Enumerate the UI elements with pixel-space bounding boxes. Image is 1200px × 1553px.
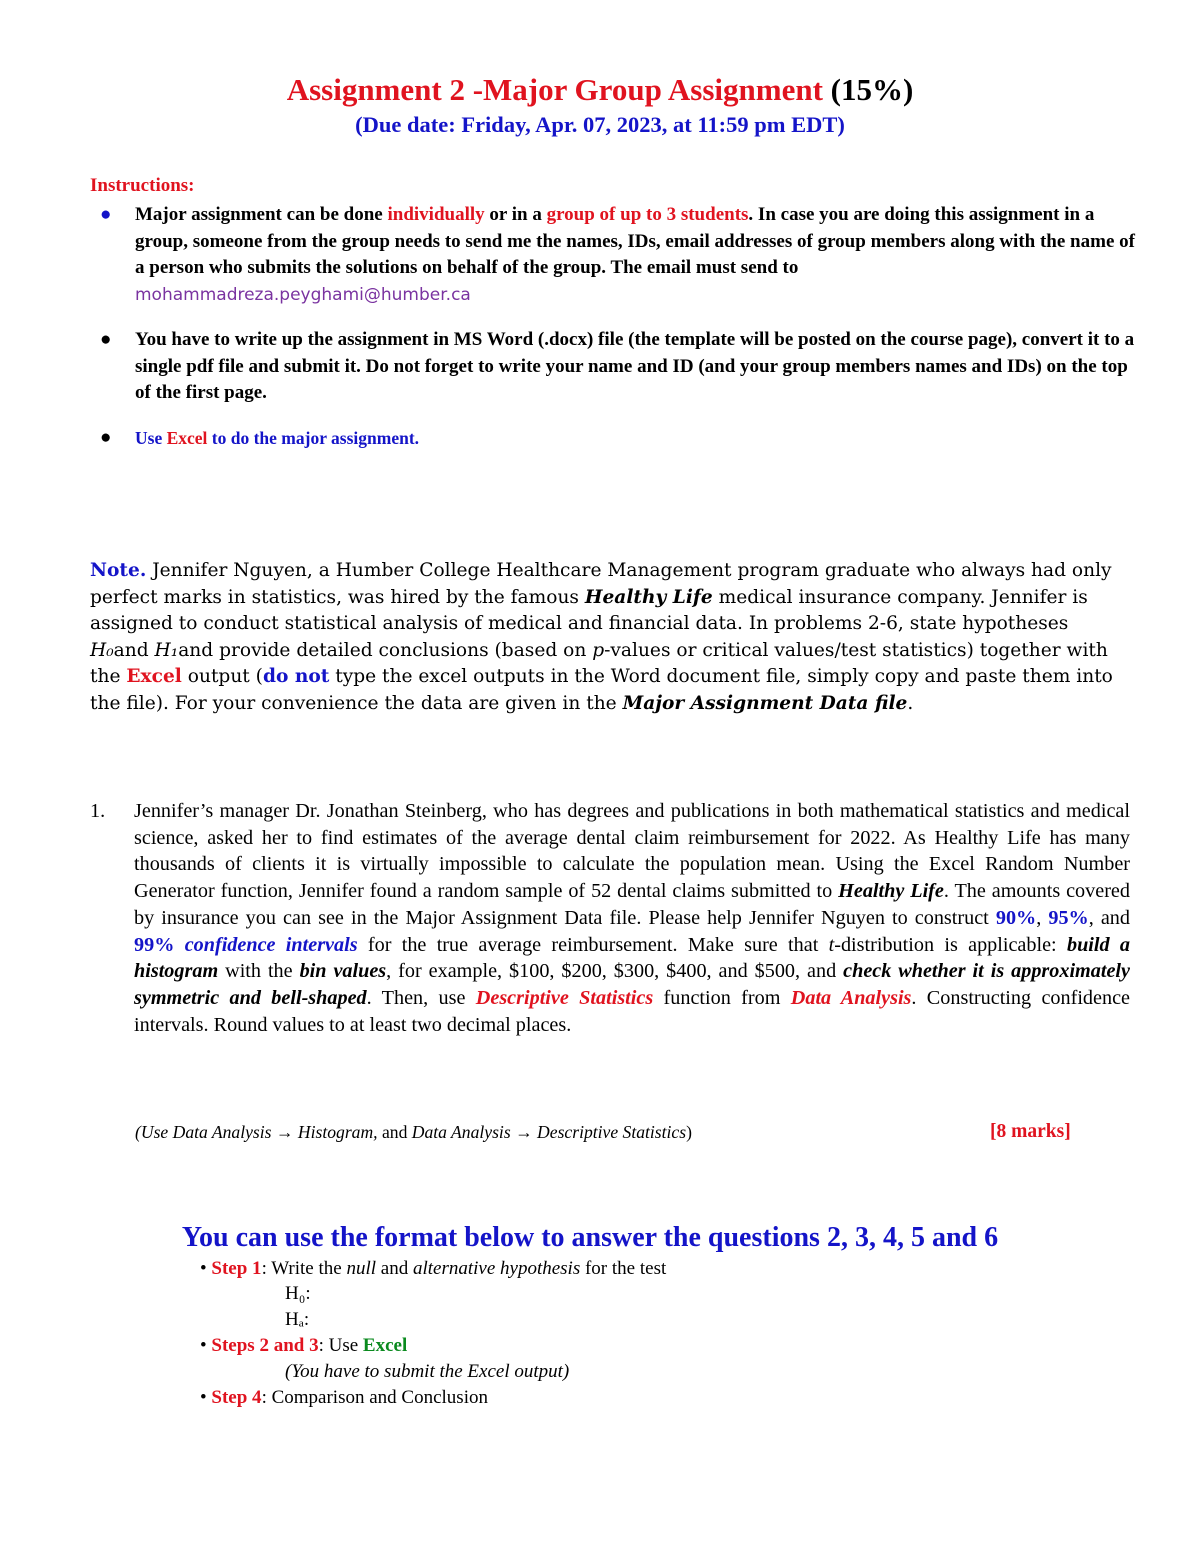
- format-heading: You can use the format below to answer the questions 2, 3, 4, 5 and 6: [181, 1222, 999, 1253]
- alt-hypothesis-line: Hₐ:: [285, 1309, 310, 1330]
- question-1: 1. Jennifer’s manager Dr. Jonathan Steinberg, who has degrees and publications in both mathematical statistics and medical science, asked her to find estimates of the average dental claim reimbursement for 2022. As Healthy Life has many thousands of clients it is virtually impossible to calculate the population mean. Using the Excel Random Number Generator function, Jennifer found a random sample of 52 dental claims submitted to Healthy Life. The amounts covered by insurance you can see in the Major Assignment Data file. Please help Jennifer Nguyen to construct 90%, 95%, and 99% confidence intervals for the true average reimbursement. Make sure that t-distribution is applicable: build a histogram with the bin values, for example, $100, $200, $300, $400, and $500, and check whether it is approximately symmetric and bell-shaped. Then, use Descriptive Statistics function from Data Analysis. Constructing confidence intervals. Round values to at least two decimal places.: [90, 800, 1130, 1036]
- bullet-icon: ●: [100, 204, 112, 225]
- instructions-heading: Instructions:: [90, 175, 195, 196]
- note-paragraph: Note. Jennifer Nguyen, a Humber College Healthcare Management program graduate who always had only perfect marks in statistics, was hired by the famous Healthy Life medical insurance company. Jennifer is assigned to conduct statistical analysis of medical and financial data. In problems 2-6, state hypotheses H₀and H₁and provide detailed conclusions (based on p-values or critical values/test statistics) together with the Excel output (do not type the excel outputs in the Word document file, simply copy and paste them into the file). For your convenience the data are given in the Major Assignment Data file.: [90, 560, 1113, 714]
- question-1-marks: [8 marks]: [990, 1121, 1071, 1142]
- due-date: (Due date: Friday, Apr. 07, 2023, at 11:59 pm EDT): [355, 112, 845, 137]
- assignment-title: Assignment 2 -Major Group Assignment (15%): [286, 72, 914, 107]
- excel-output-note: (You have to submit the Excel output): [285, 1361, 570, 1382]
- email-link[interactable]: mohammadreza.peyghami@humber.ca: [135, 284, 471, 305]
- step-4: • Step 4: Comparison and Conclusion: [200, 1387, 488, 1408]
- step-1: • Step 1: Write the null and alternative hypothesis for the test: [200, 1258, 667, 1279]
- question-1-hint: (Use Data Analysis → Histogram, and Data Analysis → Descriptive Statistics): [135, 1122, 692, 1142]
- null-hypothesis-line: H₀:: [285, 1283, 311, 1304]
- bullet-icon: ●: [100, 329, 112, 350]
- steps-2-3: • Steps 2 and 3: Use Excel: [200, 1335, 408, 1356]
- document-page: Assignment 2 -Major Group Assignment (15%) (Due date: Friday, Apr. 07, 2023, at 11:59 pm EDT) Instructions: ● Major assignment can be done individually or in a group of up to 3 students. In case you are doing this assignment in a group, someone from the group needs to send me the names, IDs, email addresses of group members along with the name of a person who submits the solutions on behalf of the group. The email must send to mohammadreza.peyghami@humber.ca ● You have to write up the assignment in MS Word (.docx) file (the template will be posted on the course page), convert it to a single pdf file and submit it. Do not forget to write your name and ID (and your group members names and IDs) on the top of the first page. ● Use Excel to do the major assignment. Note. Jennifer Nguyen, a Humber College Healthcare Management program graduate who always had only perfect marks in statistics, was hired by the famous Healthy Life medical insurance company. Jennifer is assigned to conduct statistical analysis of medical and financial data. In problems 2-6, state hypotheses H₀and H₁and provide detailed conclusions (based on p-values or critical values/test statistics) together with the Excel output (do not type the excel outputs in the Word document file, simply copy and paste them into the file). For your convenience the data are given in the Major Assignment Data file. 1. Jennifer’s manager Dr. Jonathan Steinberg, who has degrees and publications in both mathematical statistics and medical science, asked her to find estimates of the average dental claim reimbursement for 2022. As Healthy Life has many thousands of clients it is virtually impossible to calculate the population mean. Using the Excel Random Number Generator function, Jennifer found a random sample of 52 dental claims submitted to Healthy Life. The amounts covered by insurance you can see in the Major Assignment Data file. Please help Jennifer Nguyen to construct 90%, 95%, and 99% confidence intervals for the true average reimbursement. Make sure that t-distribution is applicable: build a histogram with the bin values, for example, $100, $200, $300, $400, and $500, and check whether it is approximately symmetric and bell-shaped. Then, use Descriptive Statistics function from Data Analysis. Constructing confidence intervals. Round values to at least two decimal places. (Use Data Analysis → Histogram, and Data Analysis → Descriptive Statistics) [8 marks] You can use the format below to answer the questions 2, 3, 4, 5 and 6 • Step 1: Write the null and alternative hypothesis for the test H₀: Hₐ: • Steps 2 and 3: Use Excel (You have to submit the Excel output) • Step 4: Comparison and Conclusion: [0, 0, 1200, 1553]
- bullet-icon: ●: [100, 427, 112, 448]
